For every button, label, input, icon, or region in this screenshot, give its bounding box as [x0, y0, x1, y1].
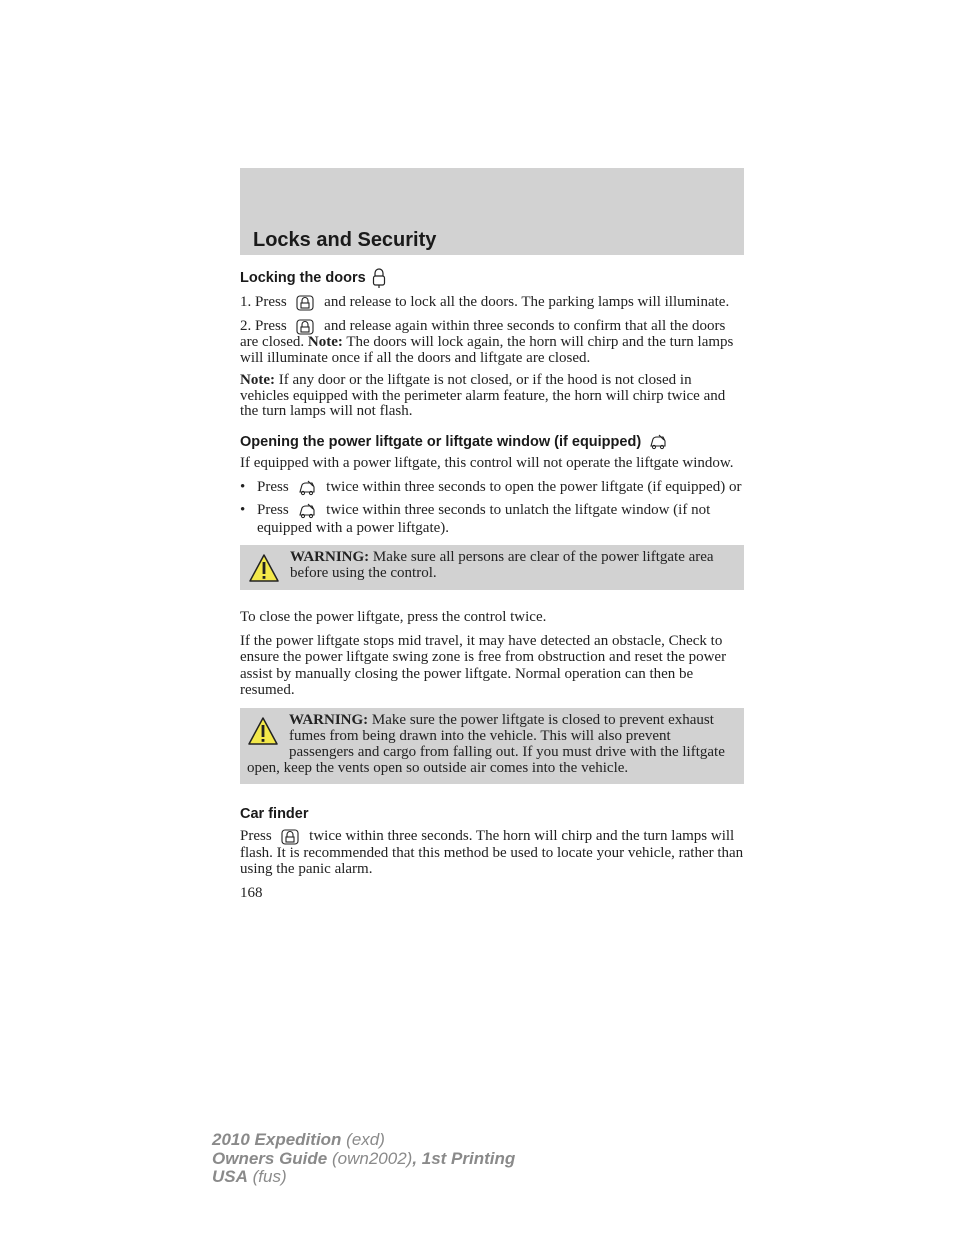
lock-icon [296, 294, 314, 311]
note-text: If any door or the liftgate is not closed, or if the hood is not closed in vehicles equipped with the perimeter alarm feature, the horn will chirp twice and the turn lamps will not flash. [240, 372, 726, 419]
liftgate-icon [649, 434, 667, 450]
footer-printing: , 1st Printing [412, 1148, 516, 1168]
warning-icon [248, 553, 280, 583]
liftgate-intro: If equipped with a power liftgate, this control will not operate the liftgate window. [240, 454, 734, 471]
footer-region: USA [212, 1167, 248, 1186]
bullet-prefix: Press [257, 502, 289, 518]
step-1-text: and release to lock all the doors. The parking lamps will illuminate. [324, 293, 730, 310]
warning-body: Make sure all persons are clear of the power liftgate area before using the control. [290, 549, 714, 581]
lock-icon [296, 318, 314, 335]
step-2-note: The doors will lock again, the horn will chirp and the turn lamps will illuminate once if all the doors and liftgate are closed. [240, 334, 734, 366]
note-label: Note: [240, 372, 275, 388]
note-paragraph [240, 373, 744, 420]
footer [212, 1131, 515, 1187]
bullet-body: twice within three seconds to open the power liftgate (if equipped) or [326, 479, 742, 495]
lock-icon [281, 828, 299, 845]
page-number: 168 [240, 884, 263, 901]
footer-guide-code: (own2002) [331, 1148, 413, 1168]
warning-label: WARNING: [289, 711, 369, 728]
footer-line-1 [212, 1131, 515, 1150]
car-finder-prefix: Press [240, 827, 272, 844]
footer-model-code: (exd) [346, 1130, 385, 1149]
warning-text [248, 549, 736, 581]
warning-label: WARNING: [290, 549, 370, 565]
heading-text: Locking the doors [240, 270, 366, 286]
footer-line-3 [212, 1168, 515, 1187]
footer-guide: Owners Guide [212, 1148, 328, 1168]
step-2-prefix: 2. Press [240, 317, 287, 334]
footer-line-2 [212, 1150, 515, 1169]
warning-box [240, 708, 744, 784]
list-item [240, 501, 744, 537]
bullet-text [257, 478, 741, 496]
bullet-text [257, 501, 744, 537]
heading-locking-doors [240, 268, 744, 288]
lock-icon [372, 268, 386, 288]
step-1-prefix: 1. Press [240, 293, 287, 310]
warning-icon [247, 716, 279, 746]
car-finder-body: twice within three seconds. The horn will chirp and the turn lamps will flash. It is recommended that this method be used to locate your vehicle, rather than using the panic alarm. [240, 827, 744, 878]
warning-body: Make sure the power liftgate is closed to prevent exhaust fumes from being drawn into the vehicle. This will also prevent passengers and cargo from falling out. If you must drive with the liftgate open, keep the vents open so outside air comes into the vehicle. [247, 711, 725, 776]
car-finder-text [240, 828, 744, 878]
warning-box [240, 545, 744, 590]
heading-text: Opening the power liftgate or liftgate window (if equipped) [240, 433, 642, 450]
obstacle-paragraph: If the power liftgate stops mid travel, it may have detected an obstacle, Check to ensure the power liftgate swing zone is free from obstruction and reset the power assist by manually closing the power liftgate. Normal operation can then be resumed. [240, 632, 727, 698]
liftgate-icon [298, 503, 316, 519]
bullet-dot: • [240, 502, 246, 518]
heading-power-liftgate [240, 434, 744, 450]
page-content [240, 268, 744, 902]
bullet-dot: • [240, 479, 246, 495]
liftgate-icon [298, 480, 316, 496]
footer-region-code: (fus) [252, 1167, 287, 1186]
step-2-text: and release again within three seconds to confirm that all the doors are closed. [240, 317, 726, 350]
step-2 [240, 318, 744, 366]
step-1 [240, 294, 744, 311]
close-instruction: To close the power liftgate, press the control twice. [240, 609, 547, 625]
list-item [240, 478, 744, 496]
bullet-prefix: Press [257, 479, 289, 495]
bullet-body: twice within three seconds to unlatch the liftgate window (if not equipped with a power liftgate). [257, 502, 711, 536]
footer-model: 2010 Expedition [212, 1130, 342, 1149]
step-2-note-label: Note: [307, 334, 343, 350]
heading-text: Car finder [240, 805, 309, 822]
section-title: Locks and Security [253, 229, 437, 251]
heading-car-finder [240, 806, 744, 822]
section-header-band [240, 168, 744, 255]
